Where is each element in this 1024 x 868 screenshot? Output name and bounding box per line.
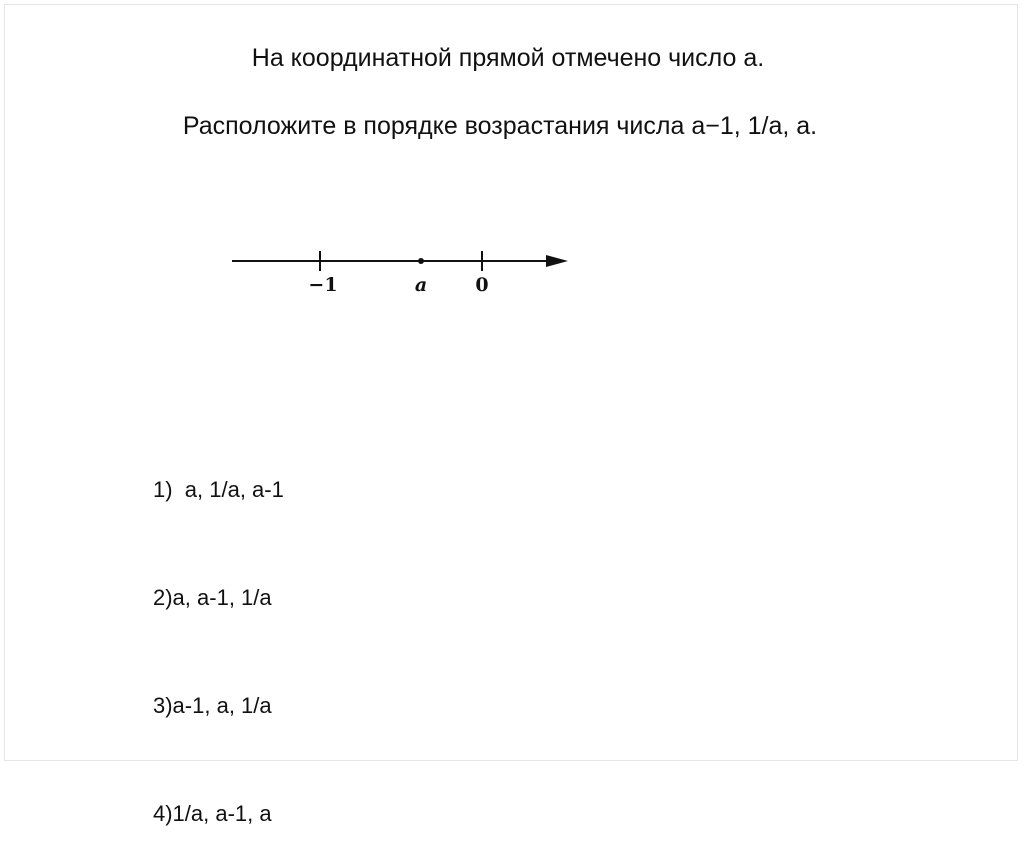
option-3[interactable]: 3)a-1, a, 1/a: [153, 693, 272, 718]
option-4[interactable]: 4)1/a, a-1, a: [153, 801, 272, 826]
option-1[interactable]: 1) a, 1/a, a-1: [153, 477, 284, 502]
option-2[interactable]: 2)a, a-1, 1/a: [153, 585, 272, 610]
number-line: [220, 236, 580, 306]
axis-arrowhead: [546, 255, 568, 267]
point-a-label: a: [414, 274, 428, 296]
answer-options: [153, 400, 284, 868]
problem-statement: На координатной прямой отмечено число а.: [251, 44, 765, 72]
tick-label-minus-one: −1: [308, 274, 338, 296]
point-a: [418, 258, 424, 264]
task-instruction: Расположите в порядке возрастания числа а−1, 1/а, а.: [182, 112, 818, 140]
tick-label-zero: 0: [475, 274, 489, 296]
